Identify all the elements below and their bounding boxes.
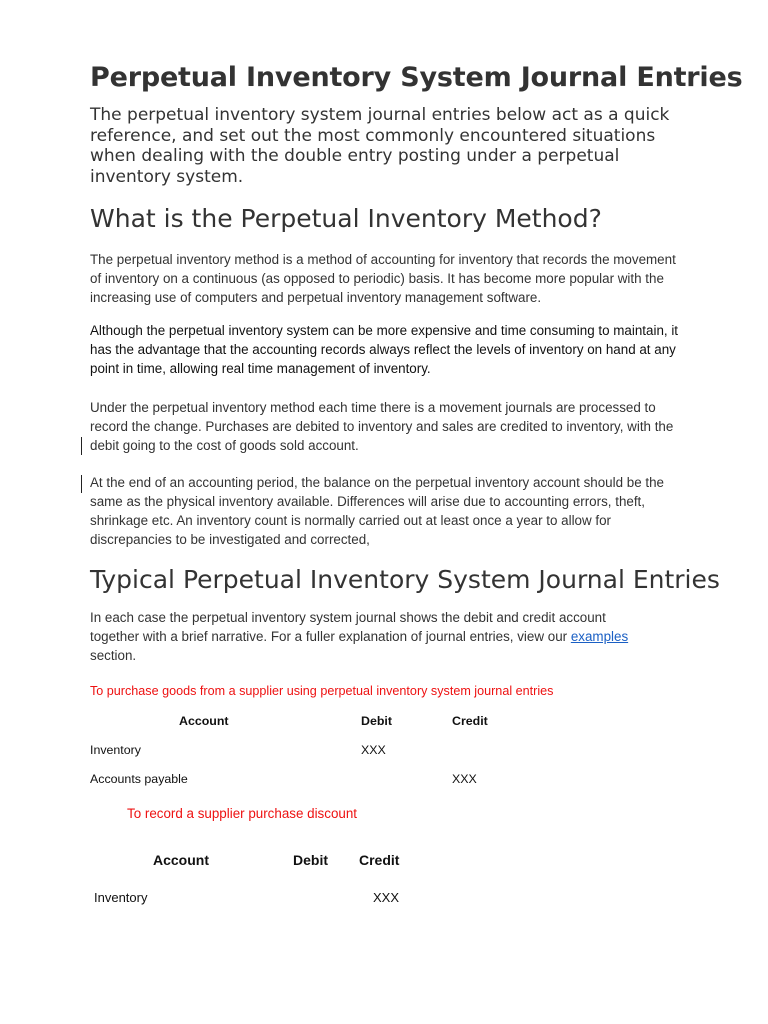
intro-text-end: section. <box>90 648 137 663</box>
paragraph-period-end: At the end of an accounting period, the balance on the perpetual inventory account should be the same as the physical inventory available. Differences will arise due to accounting errors, theft, shrinkage etc. An inventory count is normally carried out at least once a year to allow for discrepancies to be investigated and corrected, <box>90 475 664 547</box>
paragraph-movement: Under the perpetual inventory method each time there is a movement journals are processed to record the change. Purchases are debited to inventory and sales are credited to inventory, with the debit going to the cost of goods sold account. <box>90 400 674 453</box>
text-cursor <box>81 437 82 455</box>
column-header-credit: Credit <box>359 852 400 868</box>
column-header-debit: Debit <box>361 714 392 728</box>
table-cell-account: Inventory <box>94 890 148 905</box>
text-cursor <box>81 475 82 493</box>
table-cell-debit: XXX <box>361 743 386 757</box>
section-heading-what-is: What is the Perpetual Inventory Method? <box>90 204 602 233</box>
journal-caption: To purchase goods from a supplier using perpetual inventory system journal entries <box>90 684 554 698</box>
examples-link[interactable]: examples <box>570 629 629 644</box>
column-header-account: Account <box>153 852 209 868</box>
table-cell-account: Accounts payable <box>90 772 188 786</box>
table-cell-account: Inventory <box>90 743 141 757</box>
journal-caption: To record a supplier purchase discount <box>127 806 358 821</box>
table-cell-credit: XXX <box>452 772 477 786</box>
column-header-account: Account <box>179 714 229 728</box>
paragraph-intro <box>90 608 650 665</box>
column-header-credit: Credit <box>452 714 488 728</box>
section-heading-typical: Typical Perpetual Inventory System Journal Entries <box>90 565 720 594</box>
paragraph-definition: The perpetual inventory method is a method of accounting for inventory that records the movement of inventory on a continuous (as opposed to periodic) basis. It has become more popular with the increasing use of computers and perpetual inventory management software. <box>90 252 676 305</box>
page-title: Perpetual Inventory System Journal Entries <box>90 62 743 93</box>
paragraph-advantage: Although the perpetual inventory system can be more expensive and time consuming to maintain, it has the advantage that the accounting records always reflect the levels of inventory on hand at any point in time, allowing real time management of inventory. <box>90 323 679 376</box>
column-header-debit: Debit <box>293 852 328 868</box>
intro-text: In each case the perpetual inventory system journal shows the debit and credit account together with a brief narrative. For a fuller explanation of journal entries, view our <box>90 610 606 644</box>
table-cell-credit: XXX <box>373 890 400 905</box>
lead-paragraph: The perpetual inventory system journal entries below act as a quick reference, and set out the most commonly encountered situations when dealing with the double entry posting under a perpetual inventory system. <box>90 105 670 187</box>
